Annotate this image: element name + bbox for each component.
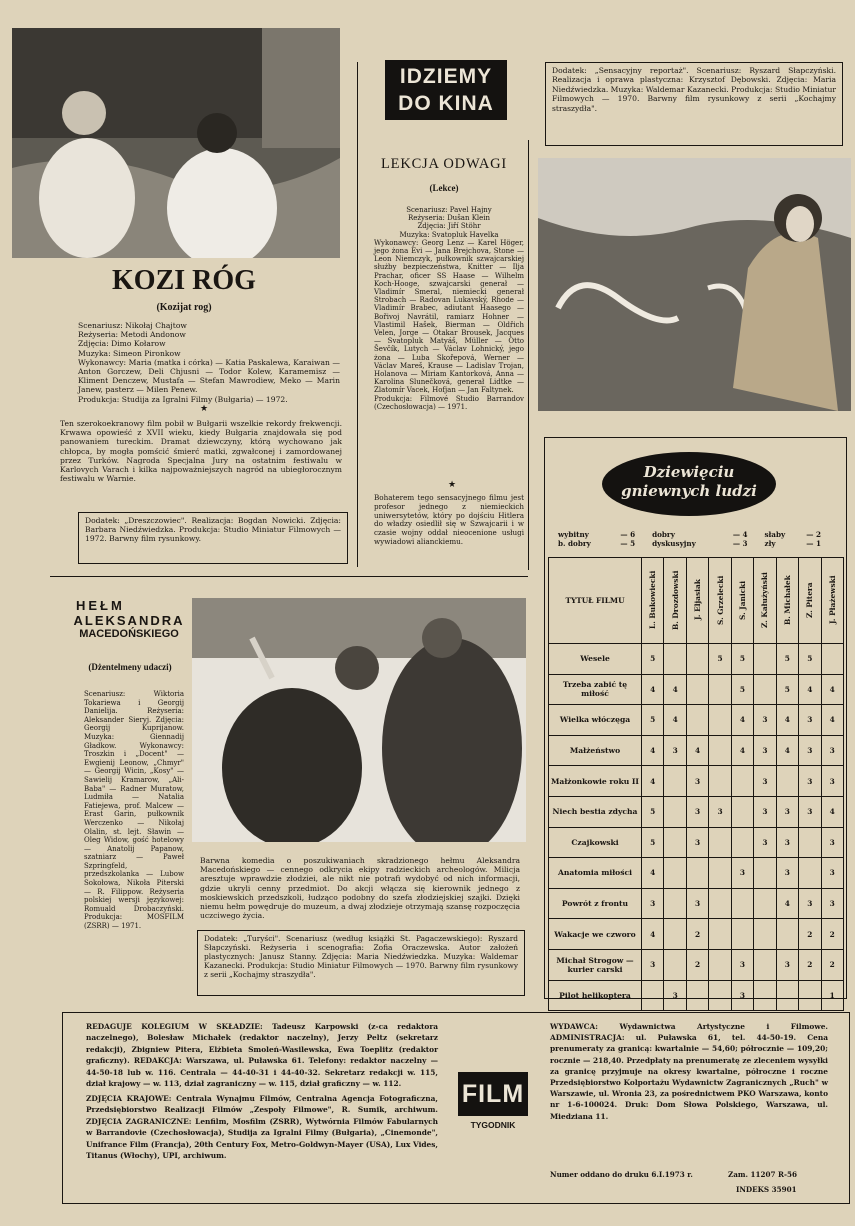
column-divider (357, 62, 358, 567)
credit-line: Zdjęcia: Jiří Stöhr (417, 222, 481, 231)
score-cell (664, 766, 686, 797)
score-cell: 3 (642, 888, 664, 919)
score-cell (664, 919, 686, 950)
footer-print-info (550, 1170, 828, 1179)
score-cell: 3 (776, 949, 798, 980)
critic-header (731, 558, 753, 644)
footer-photos: ZDJĘCIA KRAJOWE: Centrala Wynajmu Filmów, Centralna Agencja Fotograficzna, Przedsiębiorstwo Realizacji Filmów „Zespoły Filmowe", R. Sumik, archiwum. ZDJĘCIA ZAGRANICZNE: Lenfilm, Mosfilm (ZSRR), Wytwórnia Filmów Fabularnych w Barrandovie (Czechosłowacja), Studija za Igralni Filmy (Bułgaria), „Cinemonde", Unifrance Film (Francja), 20th Century Fox, Metro-Goldwyn-Mayer (USA), Lux Vides, Titanus (Włochy), UPI, archiwum. (86, 1094, 438, 1161)
ratings-row (549, 705, 844, 736)
credit-line: Reżyseria: Dušan Klein (407, 214, 491, 223)
footer-publisher: WYDAWCA: Wydawnictwa Artystyczne i Filmowe. ADMINISTRACJA: ul. Puławska 61, tel. 44-50-19. Cena prenumeraty za granicą: kwartalnie — 54,60; półrocznie — 109,20; rocznie — 218,40. Przedpłaty na prenumeratę ze zleceniem wysyłki za granicę przyjmuje na okresy kwartalne, półroczne i roczne Przedsiębiorstwo Kolportażu Wydawnictw Zagranicznych „Ruch" w Warszawie, ul. Wronia 23, za pośrednictwem PKO Warszawa, konto nr 1-6-100024. Druk: Dom Słowa Polskiego, Warszawa, ul. Miedziana 11. (550, 1022, 828, 1121)
film-title: Wesele (549, 644, 642, 675)
lekcja-title: LEKCJA ODWAGI (381, 156, 507, 172)
score-cell: 4 (776, 888, 798, 919)
score-cell: 3 (731, 980, 753, 1011)
score-cell: 3 (754, 705, 776, 736)
score-cell (686, 858, 708, 889)
critic-name: J. Płażewski (827, 575, 837, 624)
lekcja-credits (374, 206, 524, 411)
score-cell: 3 (642, 949, 664, 980)
score-cell (799, 858, 821, 889)
critic-name: J. Eljasiak (693, 579, 703, 620)
film-title: Małżeństwo (549, 735, 642, 766)
score-cell: 3 (821, 766, 844, 797)
score-cell (709, 858, 731, 889)
score-cell (709, 705, 731, 736)
score-cell: 3 (821, 827, 844, 858)
score-cell: 3 (799, 888, 821, 919)
score-cell: 5 (776, 644, 798, 675)
score-cell: 4 (642, 674, 664, 705)
score-cell (664, 858, 686, 889)
film-title: Trzeba zabić tę miłość (549, 674, 642, 705)
ratings-row (549, 766, 844, 797)
film-title: Czajkowski (549, 827, 642, 858)
score-cell: 4 (799, 674, 821, 705)
score-cell: 3 (686, 766, 708, 797)
score-cell: 3 (821, 858, 844, 889)
score-cell: 3 (754, 796, 776, 827)
score-cell: 3 (799, 766, 821, 797)
score-cell: 4 (642, 766, 664, 797)
star-separator: ★ (448, 480, 457, 490)
kozi-rog-photo (12, 28, 340, 258)
score-cell (686, 644, 708, 675)
score-cell: 3 (686, 888, 708, 919)
score-cell: 3 (709, 796, 731, 827)
header-idziemy: IDZIEMY (399, 65, 493, 88)
score-cell: 2 (799, 949, 821, 980)
credit-line: Scenariusz: Nikołaj Chajtow (78, 321, 187, 330)
score-cell: 5 (709, 644, 731, 675)
credit-line: Reżyseria: Metodi Andonow (78, 330, 186, 340)
section-header (385, 60, 507, 120)
legend-label: słaby (764, 530, 786, 539)
score-cell (709, 919, 731, 950)
score-cell: 4 (776, 735, 798, 766)
score-cell (664, 644, 686, 675)
score-cell: 3 (664, 980, 686, 1011)
score-cell: 5 (642, 796, 664, 827)
score-cell: 3 (776, 858, 798, 889)
film-title: Wakacje we czworo (549, 919, 642, 950)
score-cell: 3 (799, 735, 821, 766)
score-cell: 2 (799, 919, 821, 950)
score-cell: 3 (686, 827, 708, 858)
score-cell (754, 980, 776, 1011)
score-cell: 3 (821, 735, 844, 766)
score-cell: 3 (664, 735, 686, 766)
ratings-row (549, 827, 844, 858)
score-cell (709, 735, 731, 766)
film-title: Pilot helikoptera (549, 980, 642, 1011)
ratings-row (549, 644, 844, 675)
film-title: Michał Strogow — kurier carski (549, 949, 642, 980)
film-title: Małżonkowie roku II (549, 766, 642, 797)
score-cell: 3 (799, 796, 821, 827)
kozi-rog-title: KOZI RÓG (112, 265, 256, 296)
helm-credits: Scenariusz: Wiktoria Tokariewa i Georgij Danielija. Reżyseria: Aleksander Sieryj. Zdjęcia: Georgij Kuprijanow. Muzyka: Giennadij Gładkow. Wykonawcy: Troszkin i „Docent" — Ewgienij Leonow, „Chmyr" — Georgij Wicin, „Kosy" — Sawielij Kramarow, „Ali-Baba" — Radner Muratow, Ludmiła — Natalia Fatiejewa, prof. Malcew — Erast Garin, pułkownik Werczenko — Nikołaj Olalin, st. lejt. Sławin — Oleg Widow, gość hotelowy — Anatolij Papanow, szatniarz — Paweł Szpringfeld, przedszkolanka — Lubow Sokołowa, Nikoła Piterski — R. Filippow. Reżyseria polskiej wersji językowej: Romuald Drobaczyński. Produkcja: MOSFILM (ZSRR) — 1971. (84, 690, 184, 931)
ratings-row (549, 674, 844, 705)
critic-name: B. Michałek (782, 574, 792, 625)
critic-header (709, 558, 731, 644)
ratings-row (549, 888, 844, 919)
lekcja-review: Bohaterem tego sensacyjnego filmu jest profesor jednego z niemieckich uniwersytetów, który po dojściu Hitlera do władzy osiedlił się w Szwajcarii i w czasie wojny oddał nieocenione usługi wywiadowi alianckiemu. (374, 493, 524, 546)
legend-value: — 3 (732, 539, 748, 548)
critic-name: S. Janicki (737, 579, 747, 620)
score-cell: 5 (642, 644, 664, 675)
score-cell (754, 858, 776, 889)
lekcja-subtitle: (Lekce) (429, 183, 459, 193)
kozi-rog-credits (78, 321, 340, 404)
order-number: Zam. 11207 R-56 (728, 1170, 797, 1179)
lekcja-odwagi-photo (538, 158, 851, 411)
score-cell (642, 980, 664, 1011)
score-cell: 4 (731, 735, 753, 766)
score-cell (754, 919, 776, 950)
helm-subtitle: (Dżentelmeny udaczi) (88, 662, 172, 672)
score-cell: 3 (754, 827, 776, 858)
score-cell: 3 (754, 766, 776, 797)
helm-title-line: ALEKSANDRA (73, 613, 185, 628)
index-number: INDEKS 35901 (736, 1185, 797, 1194)
critic-name: Z. Kałużyński (760, 571, 770, 628)
score-cell (709, 949, 731, 980)
credit-line: Produkcja: Filmové Studio Barrandov (Czechosłowacja) — 1971. (374, 394, 524, 411)
score-cell (686, 674, 708, 705)
credit-line: Scenariusz: Pavel Hajny (406, 206, 492, 214)
score-cell (664, 796, 686, 827)
score-cell: 4 (686, 735, 708, 766)
score-cell: 5 (642, 705, 664, 736)
score-cell: 4 (821, 796, 844, 827)
score-cell (731, 888, 753, 919)
kozi-rog-review: Ten szerokoekranowy film pobił w Bułgarii wszelkie rekordy frekwencji. Krwawa opowieść z XVII wieku, kiedy Bułgaria znajdowała się pod panowaniem tureckim. Dramat dziewczyny, którą wychowano jak chłopca, by mogła pomścić śmierć matki, zgwałconej i zamordowanej przez Turków. Nagroda Specjalna Jury na ostatnim festiwalu w Karlovych Varach i kilka najpoważniejszych nagród na ubiegłorocznym festiwalu w Warnie. (60, 419, 342, 484)
star-separator: ★ (200, 404, 209, 414)
legend-label: wybitny (558, 530, 589, 539)
credit-line: Wykonawcy: Georg Lenz — Karel Höger, jego żona Evi — Jana Brejchova, Stone — Leon Niemczyk, pułkownik szwajcarskiej służby bezpieczeństwa, Knitter — Ilja Prachar, oficer SS Haase — Wilhelm Koch-Hooge, szwajcarski generał — Vladimír Smeral, niemiecki generał Strobach — Radovan Lukavský, Rhode — Vladimír Brabec, adiutant Haasego — Bořivoj Navrátil, ramiarz Hohner — Vlastimil Hašek, Bierman — Oldřich Velen, Jorge — Otakar Brousek, Jacques — Svatopluk Matyáš, Müller — Otto Ševčík, Lutych — Václav Lohnický, jego żona — Luba Skořepová, Werner — Václav Mareš, Krause — Ladislav Trojan, Holanova — Miriam Kantorková, Anna — Karolina Slunečková, generał Lidtke — Zlatomír Vacek, Hofjan — Jan Faltynek. (374, 238, 524, 395)
print-date: Numer oddano do druku 6.I.1973 r. (550, 1170, 693, 1179)
legend-value: — 5 (620, 539, 636, 548)
score-cell: 2 (821, 949, 844, 980)
legend-value: — 6 (620, 530, 636, 539)
lekcja-top-extra: Dodatek: „Sensacyjny reportaż". Scenariusz: Ryszard Słapczyński. Realizacja i oprawa plastyczna: Krzysztof Dębowski. Zdjęcia: Maria Niedźwiedzka. Muzyka: Waldemar Kazanecki. Produkcja: Studio Miniatur Filmowych — 1970. Barwny film rysunkowy z serii „Kochajmy straszydła". (552, 66, 836, 113)
critic-header (821, 558, 844, 644)
critic-name: B. Drozdowski (670, 569, 680, 630)
helm-photo (192, 598, 526, 842)
score-cell: 3 (776, 796, 798, 827)
score-cell: 4 (821, 705, 844, 736)
score-cell (686, 980, 708, 1011)
score-cell: 4 (821, 674, 844, 705)
helm-title-line: MACEDOŃSKIEGO (79, 628, 179, 640)
section-divider (50, 576, 528, 577)
kozi-rog-subtitle: (Kozijat rog) (156, 302, 212, 313)
score-cell (799, 827, 821, 858)
score-cell: 3 (731, 858, 753, 889)
header-do-kina: DO KINA (398, 92, 494, 115)
turysci-box (197, 930, 525, 996)
score-cell (709, 766, 731, 797)
score-cell (731, 766, 753, 797)
critic-header (754, 558, 776, 644)
ratings-title-line: gniewnych ludzi (621, 482, 757, 500)
ratings-row (549, 796, 844, 827)
film-title: Wielka włóczęga (549, 705, 642, 736)
film-title: Powrót z frontu (549, 888, 642, 919)
helm-review: Barwna komedia o poszukiwaniach skradzionego hełmu Aleksandra Macedońskiego — cennego odkrycia ekipy radzieckich archeologów. Milicja aresztuje wprawdzie złodziei, ale nikt nie potrafi wydobyć od nich informacji, gdzie ukryli cenny przedmiot. Do akcji włącza się kierownik jednego z moskiewskich przedszkoli, łudząco podobny do szefa złodziejskiej szajki. Dzięki niemu hełm powędruje do muzeum, a dwaj złodzieje otrzymają szansę rozpoczęcia uczciwego życia. (200, 856, 520, 921)
ratings-table (548, 557, 844, 1011)
score-cell (709, 888, 731, 919)
score-cell (664, 888, 686, 919)
score-cell (754, 674, 776, 705)
score-cell: 4 (642, 858, 664, 889)
score-cell: 3 (754, 735, 776, 766)
critic-header (642, 558, 664, 644)
score-cell: 4 (664, 705, 686, 736)
score-cell (799, 980, 821, 1011)
score-cell (821, 644, 844, 675)
credit-line: Muzyka: Simeon Pironkow (78, 348, 181, 358)
score-cell (664, 949, 686, 980)
credit-line: Muzyka: Svatopluk Havelka (399, 230, 499, 239)
legend-value: — 1 (806, 539, 821, 548)
critic-name: Z. Pitera (805, 581, 815, 618)
critic-name: S. Grzelecki (715, 574, 725, 625)
footer-editorial: REDAGUJE KOLEGIUM W SKŁADZIE: Tadeusz Karpowski (z-ca redaktora naczelnego), Bolesław Michałek (redaktor naczelny), Jerzy Peltz (sekretarz redakcji), Zbigniew Pitera, Elżbieta Smoleń-Wasilewska, Ewa Toeplitz (redaktor graficzny). REDAKCJA: Warszawa, ul. Puławska 61. Telefony: redaktor naczelny — 44-50-18 lub w. 116. Centrala — 44-40-31 i 44-40-32. Sekretarz redakcji w. 115, dział krajowy — w. 113, dział zagraniczny — w. 115, dział graficzny — w. 112. (86, 1022, 438, 1089)
score-cell: 5 (731, 644, 753, 675)
legend-label: zły (764, 539, 776, 548)
score-cell (686, 705, 708, 736)
credit-line: Zdjęcia: Dimo Kołarow (78, 339, 166, 349)
film-logo-subtitle: TYGODNIK (470, 1120, 516, 1130)
score-cell (731, 919, 753, 950)
score-cell: 5 (776, 674, 798, 705)
score-cell: 3 (776, 827, 798, 858)
film-logo: FILM (458, 1072, 528, 1116)
score-cell (731, 796, 753, 827)
dreszczowiec-box (78, 512, 348, 564)
helm-title (70, 598, 188, 640)
title-column-header: TYTUŁ FILMU (549, 558, 642, 644)
film-title: Niech bestia zdycha (549, 796, 642, 827)
legend-value: — 4 (732, 530, 748, 539)
score-cell (776, 919, 798, 950)
column-divider (528, 140, 529, 570)
score-cell (709, 827, 731, 858)
legend-value: — 2 (806, 530, 821, 539)
ratings-legend (556, 530, 836, 548)
score-cell: 2 (821, 919, 844, 950)
score-cell (709, 674, 731, 705)
score-cell: 5 (731, 674, 753, 705)
score-cell: 4 (731, 705, 753, 736)
sensacyjny-reportaz-box (545, 62, 843, 146)
ratings-row (549, 980, 844, 1011)
credit-line: Produkcja: Studija za Igralni Filmy (Bułgaria) — 1972. (78, 394, 288, 404)
score-cell (776, 766, 798, 797)
score-cell: 2 (686, 949, 708, 980)
score-cell (709, 980, 731, 1011)
legend-label: dobry (652, 530, 675, 539)
score-cell (664, 827, 686, 858)
score-cell: 1 (821, 980, 844, 1011)
kozi-rog-extra: Dodatek: „Dreszczowiec". Realizacja: Bogdan Nowicki. Zdjęcia: Barbara Niedźwiedzka. Produkcja: Studio Miniatur Filmowych — 1972. Barwny film rysunkowy. (85, 516, 341, 544)
legend-label: b. dobry (558, 539, 591, 548)
score-cell: 3 (731, 949, 753, 980)
critic-header (686, 558, 708, 644)
ratings-title-line: Dziewięciu (643, 463, 735, 481)
ratings-row (549, 735, 844, 766)
score-cell (754, 644, 776, 675)
ratings-title (602, 452, 776, 516)
ratings-row (549, 919, 844, 950)
score-cell (754, 949, 776, 980)
helm-extra: Dodatek: „Turyści". Scenariusz (według książki St. Pagaczewskiego): Ryszard Słapczyński. Reżyseria i scenografia: Zofia Oraczewska. Autor założeń plastycznych: Janusz Stanny. Zdjęcia: Maria Niedźwiedzka. Muzyka: Waldemar Kazanecki. Produkcja: Studio Miniatur Filmowych — 1970. Barwny film rysunkowy z serii „Kochajmy straszydła". (204, 934, 518, 979)
score-cell (731, 827, 753, 858)
helm-title-line: HEŁM (76, 598, 125, 613)
score-cell (776, 980, 798, 1011)
score-cell (754, 888, 776, 919)
credit-line: Wykonawcy: Maria (matka i córka) — Katia Paskalewa, Karaiwan — Anton Gorczew, Deli Chjusni — Todor Kolew, Karamemisz — Kliment Denczew, Mustafa — Stefan Mawrodiew, Meko — Marin Janew, pasterz — Milen Penew. (78, 357, 340, 395)
film-title: Anatomia miłości (549, 858, 642, 889)
ratings-row (549, 858, 844, 889)
score-cell: 4 (642, 735, 664, 766)
score-cell: 2 (686, 919, 708, 950)
score-cell: 3 (821, 888, 844, 919)
score-cell: 4 (642, 919, 664, 950)
critic-name: L. Bukowiecki (648, 570, 658, 629)
score-cell: 4 (776, 705, 798, 736)
critic-header (776, 558, 798, 644)
critic-header (664, 558, 686, 644)
legend-label: dyskusyjny (652, 539, 696, 548)
score-cell: 5 (799, 644, 821, 675)
critic-header (799, 558, 821, 644)
score-cell: 3 (686, 796, 708, 827)
score-cell: 5 (642, 827, 664, 858)
ratings-row (549, 949, 844, 980)
score-cell: 3 (799, 705, 821, 736)
score-cell: 4 (664, 674, 686, 705)
